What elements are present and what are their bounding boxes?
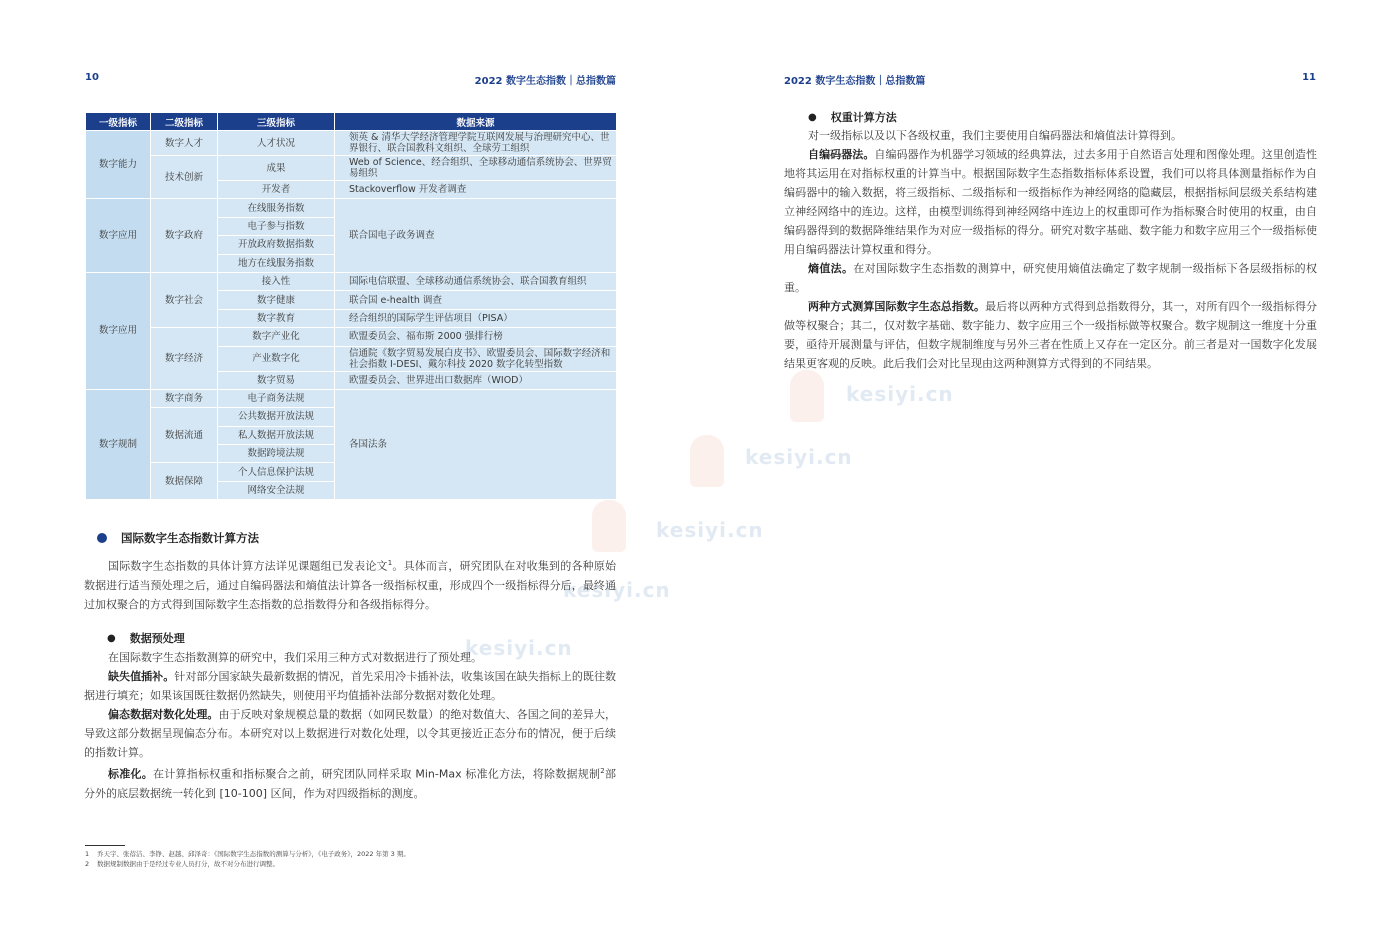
preprocess-intro: 在国际数字生态指数测算的研究中，我们采用三种方式对数据进行了预处理。 (108, 651, 482, 664)
running-header: 2022 数字生态指数｜总指数篇 (474, 76, 616, 87)
level2-cell: 数字社会 (151, 272, 218, 327)
source-cell: 各国法条 (335, 389, 617, 499)
level3-cell: 电子参与指数 (218, 217, 335, 235)
weight-intro: 对一级指标以及以下各级权重，我们主要使用自编码器法和熵值法计算得到。 (808, 129, 1182, 142)
page-number: 11 (1302, 72, 1316, 83)
section-title: 国际数字生态指数计算方法 (121, 531, 259, 545)
paragraph-lead: 缺失值插补。 (108, 670, 175, 683)
paragraph-text: 在对国际数字生态指数的测算中，研究使用熵值法确定了数字规制一级指标下各层级指标的权重。 (784, 262, 1318, 294)
source-cell: 联合国 e-health 调查 (335, 291, 617, 309)
footnote-ref: 2 (600, 767, 605, 775)
watermark-text: kesiyi.cn (745, 445, 853, 469)
level1-cell: 数字能力 (86, 131, 151, 199)
footnote-text: 乔天宇、张蓓洁、李铮、赵越、邱泽奇：《国际数字生态指数的测算与分析》，《电子政务》，2022 年第 3 期。 (97, 850, 410, 858)
footnote (85, 859, 279, 868)
paragraph-lead: 自编码器法。 (808, 148, 875, 161)
indicator-table (85, 112, 617, 500)
source-cell: Web of Science、经合组织、全球移动通信系统协会、世界贸易组织 (335, 156, 617, 181)
watermark-text: kesiyi.cn (465, 636, 573, 660)
footnote-divider (85, 845, 125, 846)
level3-cell: 个人信息保护法规 (218, 463, 335, 481)
section-intro-text: 国际数字生态指数的具体计算方法详见课题组已发表论文 (108, 559, 388, 573)
bullet-heading (107, 630, 185, 646)
paragraph-lead: 两种方式测算国际数字生态总指数。 (808, 300, 986, 313)
paragraph-lead: 标准化。 (108, 767, 153, 781)
section-intro-rest: 。具体而言，研究团队在对收集到的各种原始数据进行适当预处理之后，通过自编码器法和熵值法计算各一级指标权重，形成四个一级指标得分后，最终通过加权聚合的方式得到国际数字生态指数的总指数得分和各级指标得分。 (84, 559, 617, 611)
level1-cell: 数字应用 (86, 199, 151, 273)
column-header: 三级指标 (218, 113, 335, 131)
bullet-heading (808, 109, 897, 125)
level3-cell: 开放政府数据指数 (218, 236, 335, 254)
table-row (86, 272, 617, 290)
table-row (86, 389, 617, 407)
paragraph (784, 297, 1317, 373)
footnote-number: 2 (85, 860, 90, 868)
paragraph-text: 针对部分国家缺失最新数据的情况，首先采用冷卡插补法，收集该国在缺失指标上的既往数据进行填充；如果该国既往数据仍然缺失，则使用平均值插补法部分数据对数化处理。 (84, 670, 617, 702)
paragraph (84, 762, 616, 803)
source-cell: 国际电信联盟、全球移动通信系统协会、联合国教育组织 (335, 272, 617, 290)
source-cell: 信通院《数字贸易发展白皮书》、欧盟委员会、国际数字经济和社会指数 I-DESI、戴尔科技 2020 数字化转型指数 (335, 346, 617, 371)
watermark-text: kesiyi.cn (846, 382, 954, 406)
paragraph-text: 部分外的底层数据统一转化到 [10-100] 区间，作为对四级指标的测度。 (84, 767, 616, 800)
source-cell: Stackoverflow 开发者调查 (335, 181, 617, 199)
column-header: 一级指标 (86, 113, 151, 131)
level2-cell: 数字人才 (151, 131, 218, 156)
level3-cell: 数字贸易 (218, 371, 335, 389)
table-header-row (86, 113, 617, 131)
level3-cell: 公共数据开放法规 (218, 408, 335, 426)
source-cell: 欧盟委员会、福布斯 2000 强排行榜 (335, 328, 617, 346)
footnote-ref: 1 (387, 559, 393, 567)
right-page (700, 0, 1400, 950)
level3-cell: 数字教育 (218, 309, 335, 327)
level3-cell: 地方在线服务指数 (218, 254, 335, 272)
level2-cell: 技术创新 (151, 156, 218, 199)
bullet-title: 数据预处理 (129, 632, 185, 645)
section-bullet-icon (97, 533, 107, 543)
paragraph (784, 145, 1317, 259)
level3-cell: 私人数据开放法规 (218, 426, 335, 444)
level3-cell: 接入性 (218, 272, 335, 290)
bullet-dot-icon: ● (808, 111, 817, 123)
paragraph (84, 705, 616, 762)
source-cell: 联合国电子政务调查 (335, 199, 617, 273)
bullet-title: 权重计算方法 (830, 111, 897, 124)
paragraph (84, 667, 616, 705)
table-row (86, 156, 617, 181)
level3-cell: 数字产业化 (218, 328, 335, 346)
level3-cell: 数据跨境法规 (218, 445, 335, 463)
bullet-dot-icon: ● (107, 632, 116, 644)
level2-cell: 数字政府 (151, 199, 218, 273)
level1-cell: 数字规制 (86, 389, 151, 499)
source-cell: 经合组织的国际学生评估项目（PISA） (335, 309, 617, 327)
source-cell: 领英 & 清华大学经济管理学院互联网发展与治理研究中心、世界银行、联合国教科文组织、全球劳工组织 (335, 131, 617, 156)
level3-cell: 在线服务指数 (218, 199, 335, 217)
preprocess-body (84, 648, 616, 803)
page-number: 10 (85, 72, 99, 83)
paragraph (784, 259, 1317, 297)
level2-cell: 数字商务 (151, 389, 218, 407)
level3-cell: 电子商务法规 (218, 389, 335, 407)
footnote-number: 1 (85, 850, 90, 858)
footnote-text: 数据规制数据由于是经过专业人员打分，故不对分布进行调整。 (97, 860, 279, 868)
running-header: 2022 数字生态指数｜总指数篇 (784, 76, 926, 87)
weight-body (784, 126, 1317, 373)
table-row (86, 328, 617, 346)
paragraph-text: 由于反映对象规模总量的数据（如网民数量）的绝对数值大、各国之间的差异大，导致这部分数据呈现偏态分布。本研究对以上数据进行对数化处理，以令其更接近正态分布的情况，便于后续的指数计算。 (84, 708, 617, 759)
level3-cell: 开发者 (218, 181, 335, 199)
level3-cell: 产业数字化 (218, 346, 335, 371)
level3-cell: 数字健康 (218, 291, 335, 309)
section-heading (97, 530, 259, 546)
paragraph-lead: 偏态数据对数化处理。 (108, 708, 219, 721)
source-cell: 欧盟委员会、世界进出口数据库（WIOD） (335, 371, 617, 389)
paragraph-lead: 熵值法。 (808, 262, 854, 275)
level3-cell: 人才状况 (218, 131, 335, 156)
level1-cell: 数字应用 (86, 272, 151, 389)
section-intro (84, 554, 616, 614)
column-header: 数据来源 (335, 113, 617, 131)
table-row (86, 131, 617, 156)
paragraph-text: 自编码器作为机器学习领域的经典算法，过去多用于自然语言处理和图像处理。这里创造性地将其运用在对指标权重的计算当中。根据国际数字生态指数指标体系设置，我们可以将具体测量指标作为自编码器中的输入数据，将三级指标、二级指标和一级指标作为神经网络的隐藏层，根据指标间层级关系结构建立神经网络中的连边。这样，由模型训练得到神经网络中连边上的权重即可作为指标聚合时使用的权重，由自编码器得到的数据降维结果作为对应一级指标的得分。研究对数字基础、数字能力和数字应用三个一级指标使用自编码器法计算权重和得分。 (784, 148, 1318, 256)
watermark-text: kesiyi.cn (656, 518, 764, 542)
level2-cell: 数据保障 (151, 463, 218, 500)
table-row (86, 199, 617, 217)
level3-cell: 成果 (218, 156, 335, 181)
column-header: 二级指标 (151, 113, 218, 131)
paragraph-text: 在计算指标权重和指标聚合之前，研究团队同样采取 Min-Max 标准化方法，将除数据规制 (152, 767, 601, 781)
level3-cell: 网络安全法规 (218, 481, 335, 499)
paragraph-text: 最后将以两种方式得到总指数得分，其一，对所有四个一级指标得分做等权聚合；其二，仅对数字基础、数字能力、数字应用三个一级指标做等权聚合。数字规制这一维度十分重要，亟待开展测量与评估，但数字规制维度与另外三者在性质上又存在一定区分。前三者是对一国数字化发展结果更客观的反映。此后我们会对比呈现由这两种测算方式得到的不同结果。 (784, 300, 1318, 370)
level2-cell: 数据流通 (151, 408, 218, 463)
watermark-text: kesiyi.cn (563, 578, 671, 602)
level2-cell: 数字经济 (151, 328, 218, 390)
footnote (85, 849, 410, 858)
